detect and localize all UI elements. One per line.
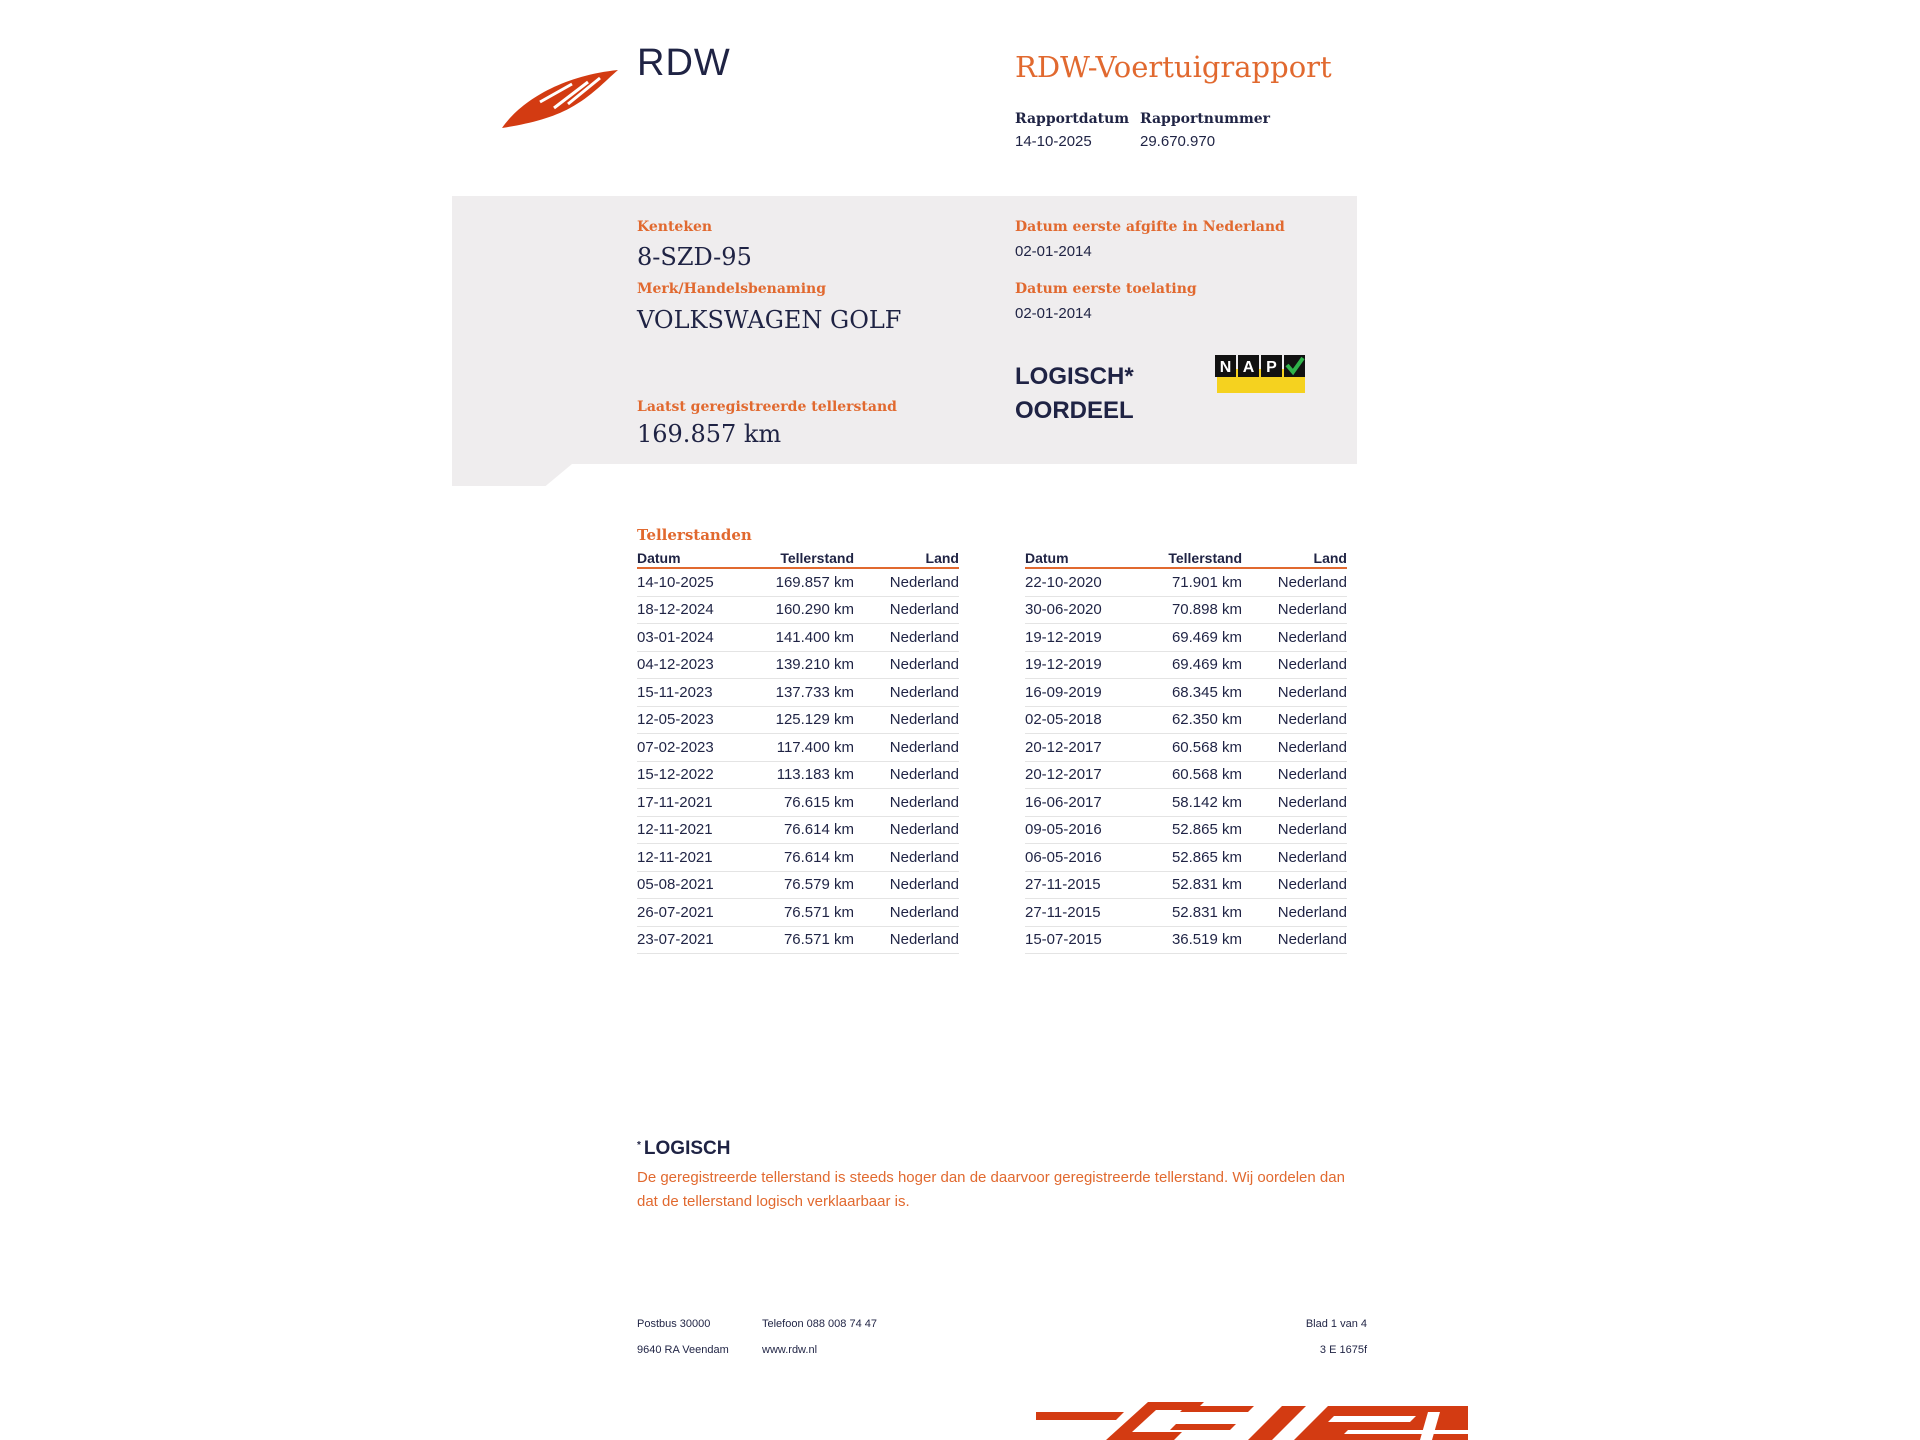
table-row <box>1025 762 1347 790</box>
row-odometer: 69.469 km <box>1171 628 1242 646</box>
row-country: Nederland <box>1277 876 1347 894</box>
table-row <box>637 597 959 625</box>
row-date: 07-02-2023 <box>637 738 714 756</box>
row-date: 15-11-2023 <box>637 683 713 701</box>
readings-title: Tellerstanden <box>637 526 752 544</box>
row-odometer: 76.614 km <box>783 848 854 866</box>
row-country: Nederland <box>889 903 959 921</box>
table-row <box>637 872 959 900</box>
first-issue-value: 02-01-2014 <box>1015 243 1092 260</box>
nap-check-icon <box>1215 355 1307 393</box>
row-odometer: 68.345 km <box>1171 683 1242 701</box>
footnote-text: De geregistreerde tellerstand is steeds hoger dan de daarvoor geregistreerde tellerstand. Wij oordelen dan dat de tellerstand logisch verklaarbaar is. <box>637 1169 1345 1210</box>
row-date: 27-11-2015 <box>1025 876 1101 894</box>
table-row <box>1025 624 1347 652</box>
row-odometer: 125.129 km <box>775 711 854 729</box>
row-country: Nederland <box>1277 601 1347 619</box>
row-odometer: 139.210 km <box>775 656 854 674</box>
footer-phone: Telefoon 088 008 74 47 <box>762 1318 877 1330</box>
row-date: 27-11-2015 <box>1025 903 1101 921</box>
column-header-date: Datum <box>1025 550 1069 566</box>
footer-website: www.rdw.nl <box>762 1344 818 1356</box>
table-row <box>637 927 959 955</box>
row-odometer: 137.733 km <box>775 683 854 701</box>
row-country: Nederland <box>889 628 959 646</box>
row-date: 19-12-2019 <box>1025 628 1102 646</box>
row-country: Nederland <box>889 573 959 591</box>
row-country: Nederland <box>1277 738 1347 756</box>
row-country: Nederland <box>889 821 959 839</box>
table-row <box>1025 789 1347 817</box>
footnote-title <box>637 1138 730 1160</box>
row-date: 30-06-2020 <box>1025 601 1102 619</box>
table-header <box>637 550 959 569</box>
table-row <box>1025 872 1347 900</box>
row-date: 14-10-2025 <box>637 573 714 591</box>
row-odometer: 141.400 km <box>775 628 854 646</box>
row-odometer: 52.831 km <box>1171 903 1242 921</box>
rdw-stripes-graphic <box>1036 1398 1468 1440</box>
row-odometer: 52.831 km <box>1171 876 1242 894</box>
table-row <box>637 789 959 817</box>
row-odometer: 60.568 km <box>1171 738 1242 756</box>
row-odometer: 52.865 km <box>1171 848 1242 866</box>
row-date: 19-12-2019 <box>1025 656 1102 674</box>
table-row <box>637 762 959 790</box>
footer-city: 9640 RA Veendam <box>637 1344 729 1356</box>
first-issue-label: Datum eerste afgifte in Nederland <box>1015 219 1285 235</box>
row-country: Nederland <box>1277 793 1347 811</box>
row-date: 26-07-2021 <box>637 903 714 921</box>
row-date: 04-12-2023 <box>637 656 714 674</box>
column-header-land: Land <box>925 550 959 566</box>
table-row <box>637 817 959 845</box>
row-country: Nederland <box>889 711 959 729</box>
row-date: 20-12-2017 <box>1025 766 1102 784</box>
row-date: 02-05-2018 <box>1025 711 1102 729</box>
row-date: 15-07-2015 <box>1025 931 1102 949</box>
report-number-block <box>1140 111 1270 150</box>
table-row <box>637 707 959 735</box>
row-odometer: 69.469 km <box>1171 656 1242 674</box>
row-odometer: 76.571 km <box>783 903 854 921</box>
row-country: Nederland <box>889 601 959 619</box>
first-admission-value: 02-01-2014 <box>1015 305 1092 322</box>
row-odometer: 60.568 km <box>1171 766 1242 784</box>
footnote-title-text: LOGISCH <box>643 1138 731 1159</box>
row-date: 09-05-2016 <box>1025 821 1102 839</box>
row-date: 06-05-2016 <box>1025 848 1102 866</box>
nap-letter-p: P <box>1266 359 1277 376</box>
row-odometer: 113.183 km <box>776 766 854 784</box>
readings-table-left <box>637 550 959 954</box>
row-odometer: 70.898 km <box>1171 601 1242 619</box>
odometer-value: 169.857 km <box>637 420 782 448</box>
verdict <box>1015 360 1134 428</box>
row-country: Nederland <box>1277 628 1347 646</box>
table-header <box>1025 550 1347 569</box>
table-row <box>637 624 959 652</box>
row-country: Nederland <box>1277 821 1347 839</box>
row-odometer: 169.857 km <box>775 573 854 591</box>
table-row <box>1025 844 1347 872</box>
row-date: 18-12-2024 <box>637 601 714 619</box>
row-country: Nederland <box>889 738 959 756</box>
first-admission-label: Datum eerste toelating <box>1015 281 1197 297</box>
row-date: 12-11-2021 <box>637 848 713 866</box>
row-odometer: 58.142 km <box>1171 793 1242 811</box>
nap-letter-a: A <box>1242 359 1255 376</box>
row-country: Nederland <box>889 931 959 949</box>
vehicle-info-panel <box>452 196 1357 464</box>
report-date-block <box>1015 111 1129 150</box>
table-row <box>637 652 959 680</box>
row-date: 03-01-2024 <box>637 628 714 646</box>
table-row <box>1025 652 1347 680</box>
row-country: Nederland <box>1277 766 1347 784</box>
readings-table-right <box>1025 550 1347 954</box>
footer-page: Blad 1 van 4 <box>1305 1318 1367 1330</box>
row-odometer: 76.579 km <box>783 876 854 894</box>
row-odometer: 76.614 km <box>783 821 854 839</box>
row-country: Nederland <box>1277 711 1347 729</box>
row-country: Nederland <box>1277 573 1347 591</box>
report-number-label: Rapportnummer <box>1140 111 1271 127</box>
row-country: Nederland <box>1277 848 1347 866</box>
plate-label: Kenteken <box>637 219 713 235</box>
row-odometer: 36.519 km <box>1171 931 1242 949</box>
row-odometer: 160.290 km <box>775 601 854 619</box>
report-date-label: Rapportdatum <box>1015 111 1130 127</box>
table-row <box>637 734 959 762</box>
table-row <box>1025 817 1347 845</box>
verdict-line-2: OORDEEL <box>1015 397 1134 424</box>
table-row <box>1025 707 1347 735</box>
row-country: Nederland <box>1277 683 1347 701</box>
column-header-date: Datum <box>637 550 681 566</box>
column-header-land: Land <box>1313 550 1347 566</box>
row-country: Nederland <box>889 848 959 866</box>
row-date: 22-10-2020 <box>1025 573 1102 591</box>
table-row <box>637 844 959 872</box>
report-number: 29.670.970 <box>1140 133 1216 150</box>
make-value: VOLKSWAGEN GOLF <box>637 306 902 334</box>
column-header-km: Tellerstand <box>780 550 854 566</box>
table-row <box>637 679 959 707</box>
table-row <box>1025 734 1347 762</box>
row-date: 23-07-2021 <box>637 931 714 949</box>
row-date: 17-11-2021 <box>637 793 713 811</box>
verdict-line-1: LOGISCH* <box>1015 363 1134 390</box>
table-row <box>637 899 959 927</box>
nap-letter-n: N <box>1219 359 1232 376</box>
row-odometer: 71.901 km <box>1171 573 1242 591</box>
row-date: 20-12-2017 <box>1025 738 1102 756</box>
row-date: 16-09-2019 <box>1025 683 1102 701</box>
rdw-logo-icon <box>500 62 620 132</box>
panel-tab <box>452 464 572 486</box>
row-date: 12-05-2023 <box>637 711 714 729</box>
row-odometer: 76.615 km <box>783 793 854 811</box>
column-header-km: Tellerstand <box>1168 550 1242 566</box>
row-country: Nederland <box>1277 931 1347 949</box>
report-date: 14-10-2025 <box>1015 133 1092 150</box>
row-date: 15-12-2022 <box>637 766 714 784</box>
row-country: Nederland <box>889 876 959 894</box>
row-country: Nederland <box>1277 903 1347 921</box>
footer-po-box: Postbus 30000 <box>637 1318 711 1330</box>
table-row <box>1025 899 1347 927</box>
row-odometer: 117.400 km <box>776 738 854 756</box>
footnote-marker: * <box>637 1140 641 1151</box>
row-date: 16-06-2017 <box>1025 793 1102 811</box>
plate-value: 8-SZD-95 <box>637 243 752 271</box>
brand-name: RDW <box>637 42 731 84</box>
row-date: 05-08-2021 <box>637 876 714 894</box>
table-row <box>1025 597 1347 625</box>
row-country: Nederland <box>889 793 959 811</box>
table-row <box>637 569 959 597</box>
report-title: RDW-Voertuigrapport <box>1015 50 1332 84</box>
footer-code: 3 E 1675f <box>1319 1344 1367 1356</box>
odometer-label: Laatst geregistreerde tellerstand <box>637 399 897 415</box>
row-date: 12-11-2021 <box>637 821 713 839</box>
row-country: Nederland <box>1277 656 1347 674</box>
row-odometer: 76.571 km <box>783 931 854 949</box>
table-row <box>1025 927 1347 955</box>
row-country: Nederland <box>889 683 959 701</box>
make-label: Merk/Handelsbenaming <box>637 281 827 297</box>
table-row <box>1025 569 1347 597</box>
row-country: Nederland <box>889 656 959 674</box>
row-odometer: 62.350 km <box>1171 711 1242 729</box>
row-odometer: 52.865 km <box>1171 821 1242 839</box>
row-country: Nederland <box>889 766 959 784</box>
table-row <box>1025 679 1347 707</box>
